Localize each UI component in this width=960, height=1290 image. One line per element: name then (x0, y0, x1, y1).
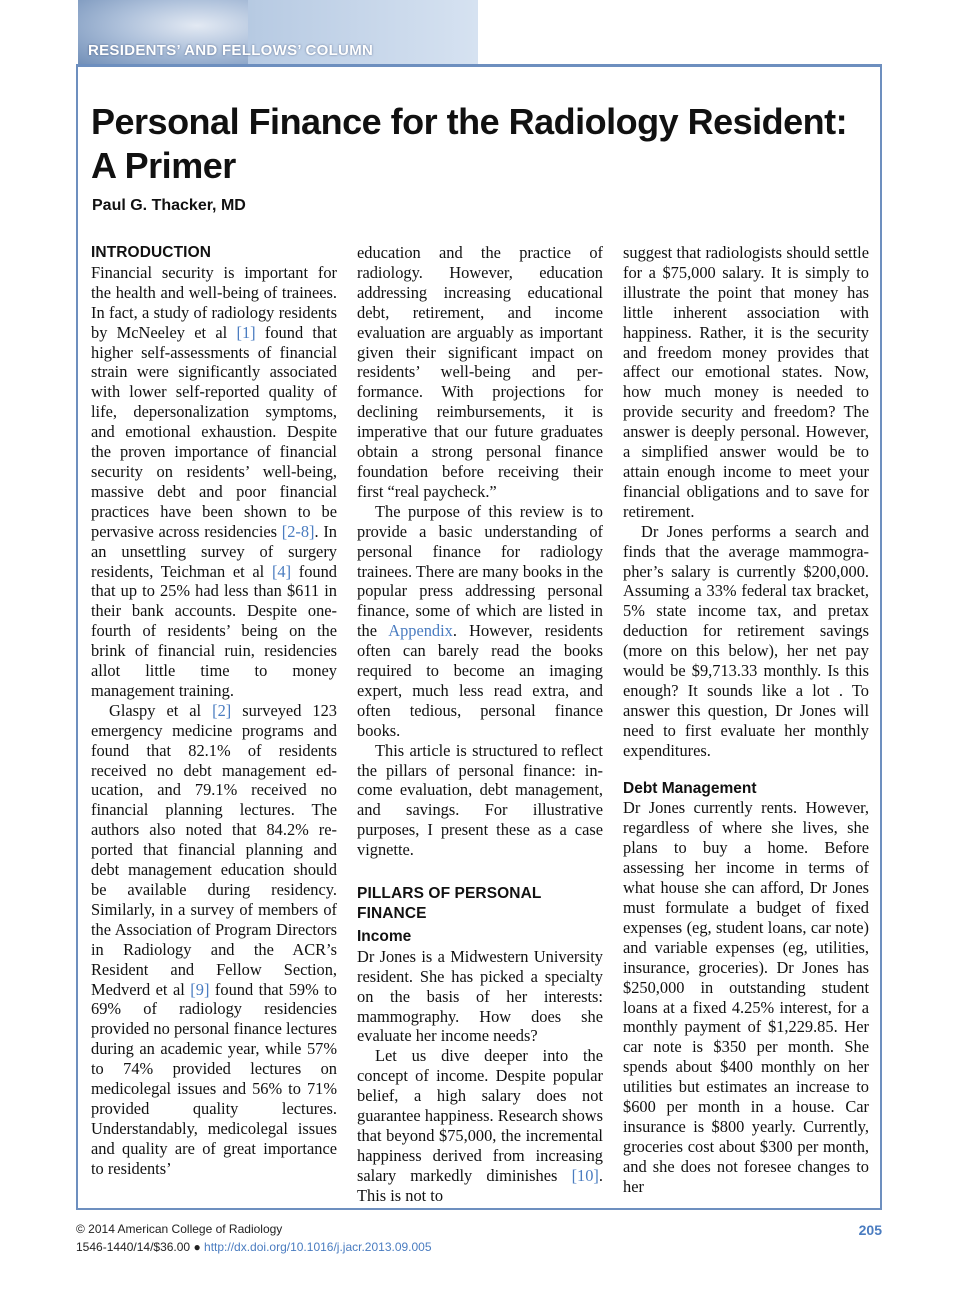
citation-link[interactable]: [10] (571, 1165, 599, 1185)
page-number: 205 (858, 1222, 882, 1238)
citation-link[interactable]: [9] (190, 979, 210, 999)
citation-link[interactable]: [1] (236, 322, 256, 342)
subheading-debt-management: Debt Management (623, 779, 757, 797)
text-span: . This is not to (357, 1165, 603, 1205)
column-label: RESIDENTS’ AND FELLOWS’ COLUMN (88, 42, 374, 59)
text-column-1 (91, 243, 337, 1179)
text-span: found that higher self-assessments of financial strain were significantly associated with lower self-reported quality of life, depersonalization symptoms, and emotional exhaustion. Despite the proven importance of financial security on residents’ well-being, massive debt and poor financial practices have been shown to be pervasive across residencies (91, 322, 338, 541)
text-span: Financial security is important for the health and well-being of trainees. In fact, a study of radiology residents by McNeeley et al (91, 262, 337, 342)
bullet-separator: ● (190, 1240, 205, 1254)
paragraph: Dr Jones currently rents. However, regardless of where she lives, she plans to buy a home. Before assessing her income in terms of what house she can afford, Dr Jones must formulate a budget of fixed expenses (eg, student loans, car note) and variable expenses (eg, utilities, insurance, groceries). Dr Jones has $250,000 in outstanding student loans at a fixed 4.25% interest, for a monthly payment of $1,229.85. Her car note is $350 per month. She spends about $400 monthly on her utilities but estimates an increase to $600 per month in a house. Car insurance is $800 yearly. Currently, groceries cost about $300 per month, and she does not foresee changes to her (623, 798, 869, 1196)
paragraph (91, 701, 337, 1179)
text-span: . In an unsettling survey of surgery residents, Teichman et al (91, 521, 337, 581)
text-span: Glaspy et al (109, 700, 213, 720)
appendix-link[interactable]: Appendix (388, 621, 453, 641)
paragraph (91, 263, 337, 701)
section-heading-pillars: PILLARS OF PERSONAL FINANCE (357, 885, 542, 922)
text-span: . However, residents often can barely read the books required to become an imaging expert, much less read extra, and often tedious, personal finance books. (357, 621, 603, 740)
text-span: Let us dive deeper into the concept of income. Despite popular belief, a high salary does not guarantee happiness. Research shows that beyond $75,000, the incremental happiness derived from increasing salary markedly diminishes (357, 1046, 603, 1185)
paragraph (357, 1046, 603, 1205)
header-banner (78, 0, 478, 64)
doi-link[interactable]: http://dx.doi.org/10.1016/j.jacr.2013.09.005 (204, 1240, 432, 1254)
issn-doi-line (76, 1240, 432, 1254)
citation-link[interactable]: [2-8] (281, 521, 315, 541)
header-blank (480, 0, 882, 64)
copyright: © 2014 American College of Radiology (76, 1222, 283, 1236)
citation-link[interactable]: [4] (271, 561, 292, 581)
text-column-2 (357, 243, 603, 1206)
text-span: found that 59% to 69% of radiology residencies provided no personal finance lectures during an academic year, while 57% to 74% provided lectures on medicolegal issues and 56% to 71% provided quality lectures. Understandably, medicolegal issues and quality are of great importance to residents’ (91, 979, 337, 1178)
paragraph: This article is structured to reflect the pillars of personal finance: income evaluation, debt management, and savings. For illustrative purposes, I present these as a case vignette. (357, 740, 603, 860)
paragraph (357, 502, 603, 741)
paragraph: suggest that radiologists should settle for a $75,000 salary. It is simply to illustrate the point that money has little inherent association with happiness. Rather, it is the security and freedom money provides that affect our emotional states. Now, how much money is needed to provide security and freedom? The answer is deeply personal. However, a simplified answer would be to attain enough income to meet your financial obligations and to save for retirement. (623, 243, 869, 521)
paragraph: education and the practice of radiology. However, education addressing increasing educational debt, retirement, and income evaluation are arguably as important given their significant impact on residents’ well-being and performance. With projections for declining reimbursements, it is imperative that our future graduates obtain a strong personal finance foundation before receiving their first “real paycheck.” (357, 243, 603, 501)
paragraph: Dr Jones is a Midwestern University resident. She has picked a specialty on the basis of her interests: mammography. How does she evaluate her income needs? (357, 946, 603, 1046)
text-column-3 (623, 243, 869, 1197)
section-heading-introduction: INTRODUCTION (91, 244, 212, 261)
title-line-2: A Primer (91, 145, 236, 186)
issn: 1546-1440/14/$36.00 (76, 1240, 191, 1254)
citation-link[interactable]: [2] (212, 700, 232, 720)
text-span: The purpose of this review is to provide a basic understanding of personal finance for radiology trainees. There are many books in the popular press addressing personal finance, some of which are listed in the (357, 501, 603, 641)
subheading-income: Income (357, 927, 412, 945)
text-span: surveyed 123 emergency medicine programs and found that 82.1% of residents received no debt management education, and 79.1% received no financial planning lectures. The authors also noted that 84.2% reported that financial planning and debt management education should be available during residency. Similarly, in a survey of members of the Association of Program Directors in Radiology and the ACR’s Resident and Fellow Section, Medverd et al (91, 700, 337, 999)
article-title (91, 100, 871, 188)
author-name: Paul G. Thacker, MD (92, 197, 246, 214)
text-span: found that up to 25% had less than $611 in their bank accounts. Despite one-fourth of residents’ being on the brink of financial ruin, residencies allot little time to money management training. (91, 561, 338, 700)
paragraph: Dr Jones performs a search and finds that the average mammographer’s salary is currently $200,000. Assuming a 33% federal tax bracket, 5% state income tax, and pretax deduction for retirement savings (more on this below), her net pay would be $9,713.33 monthly. Is this enough? It sounds like a lot . To answer this question, Dr Jones will need to first evaluate her monthly expenditures. (623, 521, 869, 760)
title-line-1: Personal Finance for the Radiology Resident: (91, 101, 848, 142)
